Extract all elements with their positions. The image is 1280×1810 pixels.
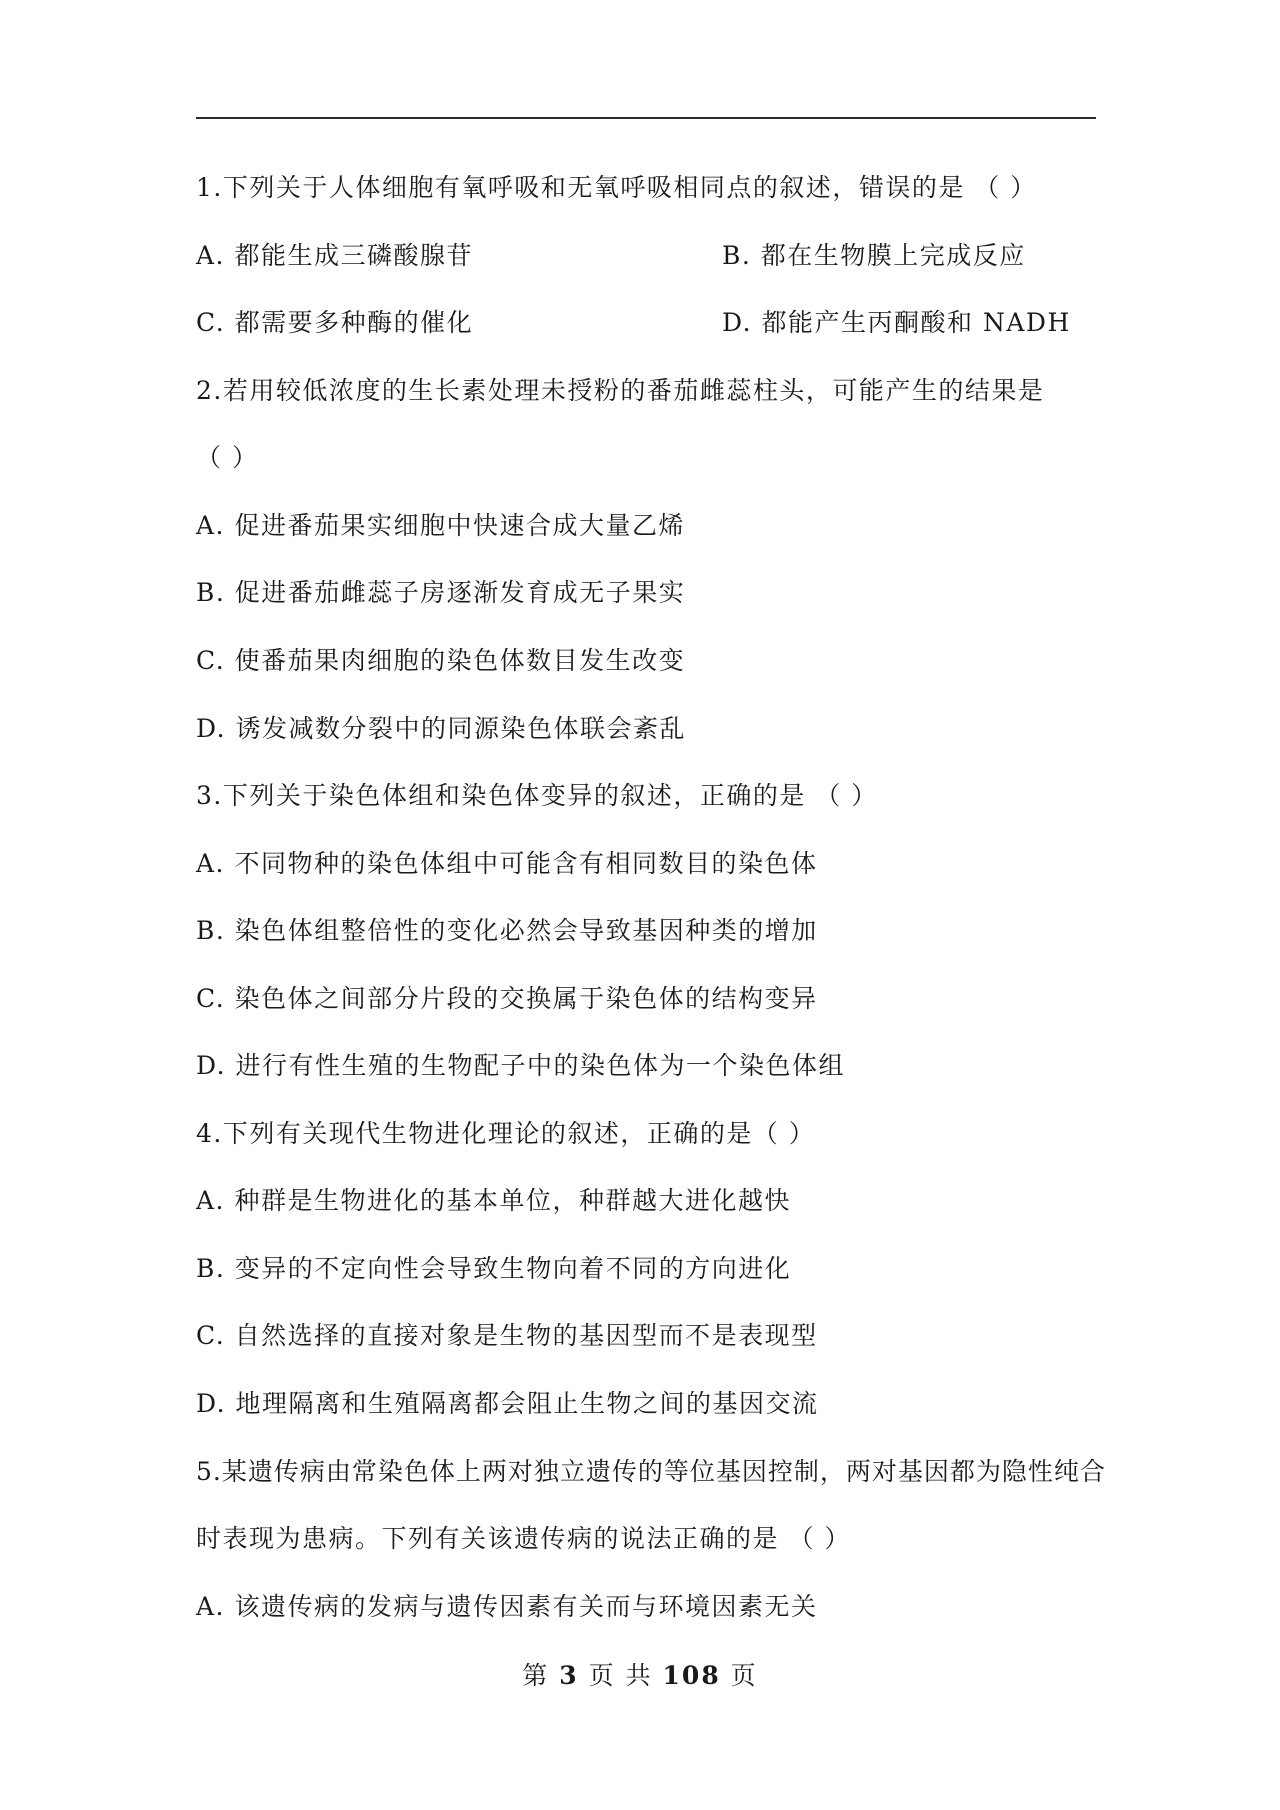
header-rule <box>196 117 1096 119</box>
question-2-option-b: B. 促进番茄雌蕊子房逐渐发育成无子果实 <box>196 578 686 607</box>
page-number-total: 108 <box>662 1661 721 1690</box>
question-4-option-c: C. 自然选择的直接对象是生物的基因型而不是表现型 <box>196 1321 818 1350</box>
question-2-option-d: D. 诱发减数分裂中的同源染色体联会紊乱 <box>196 714 687 743</box>
question-4-option-a: A. 种群是生物进化的基本单位，种群越大进化越快 <box>196 1186 791 1215</box>
question-1-option-c: C. 都需要多种酶的催化 <box>196 308 474 337</box>
page-number-suffix: 页 <box>730 1661 758 1690</box>
question-2-stem: 2.若用较低浓度的生长素处理未授粉的番茄雌蕊柱头，可能产生的结果是 <box>196 376 1045 405</box>
question-1-stem: 1.下列关于人体细胞有氧呼吸和无氧呼吸相同点的叙述，错误的是 （ ） <box>196 173 1037 202</box>
question-3-stem: 3.下列关于染色体组和染色体变异的叙述，正确的是 （ ） <box>196 781 878 810</box>
question-4-stem: 4.下列有关现代生物进化理论的叙述，正确的是（ ） <box>196 1119 816 1148</box>
question-3-option-d: D. 进行有性生殖的生物配子中的染色体为一个染色体组 <box>196 1051 846 1080</box>
question-1-option-a: A. 都能生成三磷酸腺苷 <box>196 241 473 270</box>
question-4-option-d: D. 地理隔离和生殖隔离都会阻止生物之间的基因交流 <box>196 1389 819 1418</box>
page-number-prefix: 第 <box>522 1661 550 1690</box>
question-3-option-b: B. 染色体组整倍性的变化必然会导致基因种类的增加 <box>196 916 818 945</box>
page-number-middle: 页 共 <box>588 1661 653 1690</box>
question-2-option-c: C. 使番茄果肉细胞的染色体数目发生改变 <box>196 646 686 675</box>
question-5-stem-cont: 时表现为患病。下列有关该遗传病的说法正确的是 （ ） <box>196 1524 851 1553</box>
question-5-option-a: A. 该遗传病的发病与遗传因素有关而与环境因素无关 <box>196 1592 818 1621</box>
question-4-option-b: B. 变异的不定向性会导致生物向着不同的方向进化 <box>196 1254 792 1283</box>
question-3-option-a: A. 不同物种的染色体组中可能含有相同数目的染色体 <box>196 849 818 878</box>
question-5-stem: 5.某遗传病由常染色体上两对独立遗传的等位基因控制，两对基因都为隐性纯合 <box>196 1457 1106 1486</box>
question-3-option-c: C. 染色体之间部分片段的交换属于染色体的结构变异 <box>196 984 818 1013</box>
question-2-stem-cont: （ ） <box>196 443 259 472</box>
question-2-option-a: A. 促进番茄果实细胞中快速合成大量乙烯 <box>196 511 685 540</box>
page-number <box>0 1660 1280 1692</box>
page-number-current: 3 <box>559 1661 579 1690</box>
question-1-option-d: D. 都能产生丙酮酸和 NADH <box>722 308 1071 337</box>
question-1-option-b: B. 都在生物膜上完成反应 <box>722 241 1026 270</box>
